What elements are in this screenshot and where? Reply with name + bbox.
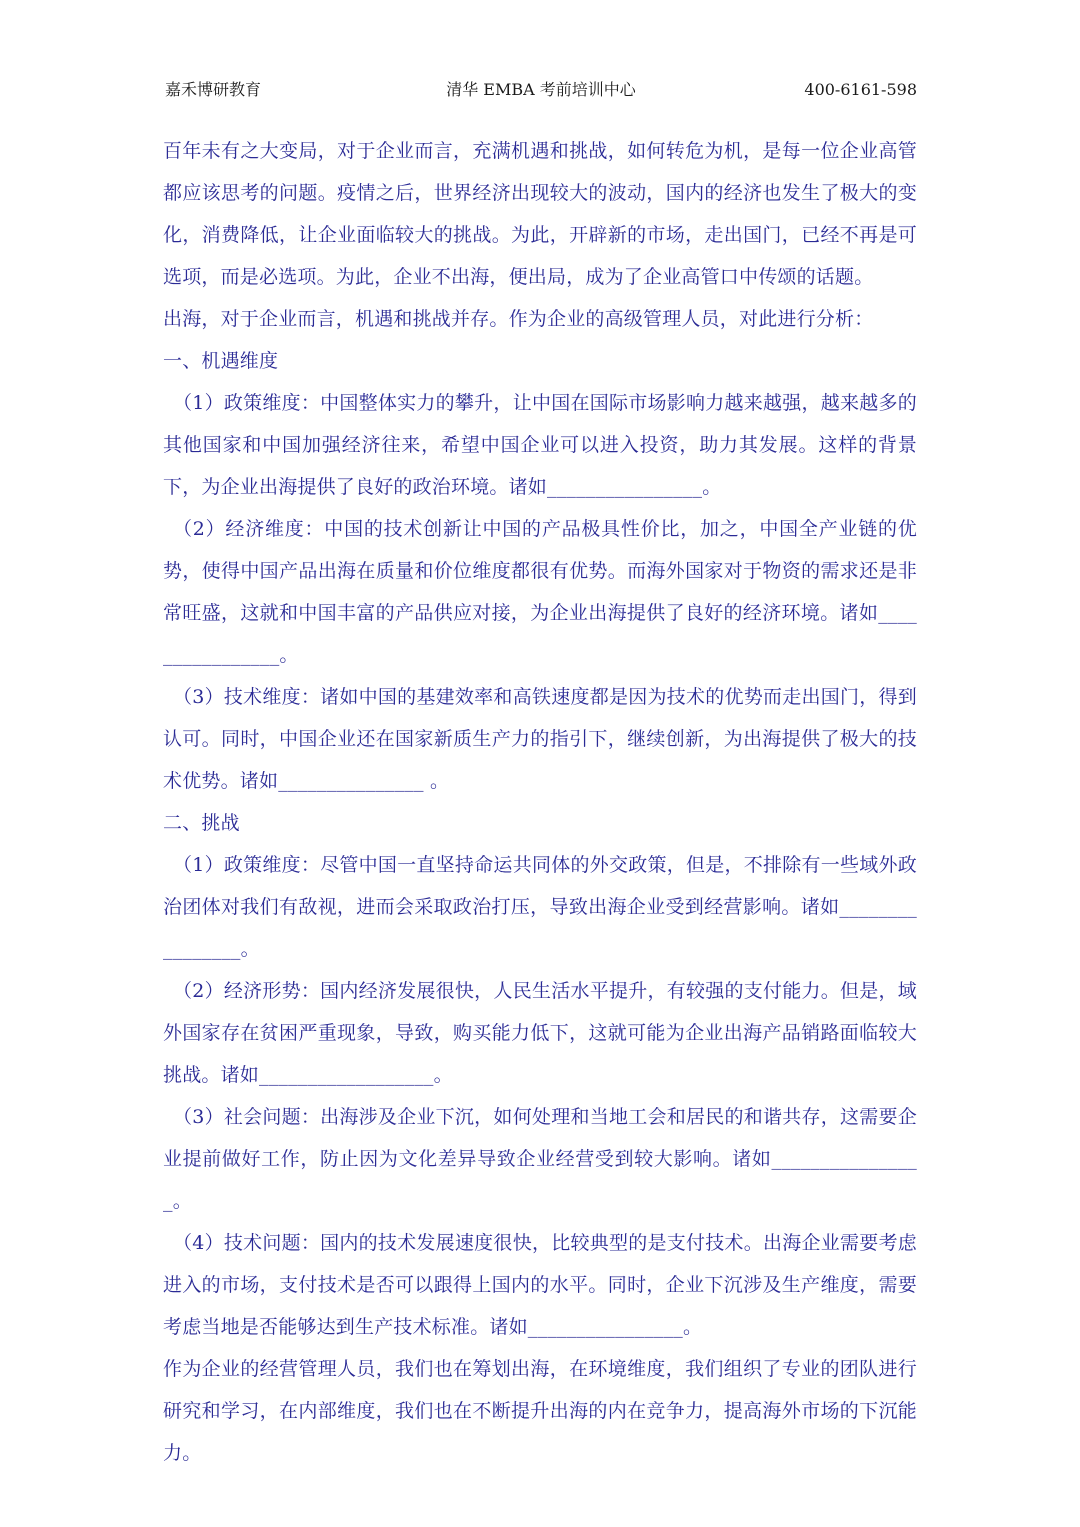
closing-paragraph: 作为企业的经营管理人员，我们也在筹划出海，在环境维度，我们组织了专业的团队进行研究和学习，在内部维度，我们也在不断提升出海的内在竞争力，提高海外市场的下沉能力。 — [163, 1358, 917, 1464]
challenge-economy: （2）经济形势：国内经济发展很快，人民生活水平提升，有较强的支付能力。但是，域外国家存在贫困严重现象，导致，购买能力低下，这就可能为企业出海产品销路面临较大挑战。诸如__________________。 — [163, 980, 917, 1086]
intro-paragraph: 百年未有之大变局，对于企业而言，充满机遇和挑战，如何转危为机，是每一位企业高管都应该思考的问题。疫情之后，世界经济出现较大的波动，国内的经济也发生了极大的变化，消费降低，让企业面临较大的挑战。为此，开辟新的市场，走出国门，已经不再是可选项，而是必选项。为此，企业不出海，便出局，成为了企业高管口中传颂的话题。 — [163, 140, 917, 288]
header-center-title: 清华 EMBA 考前培训中心 — [446, 80, 636, 99]
challenge-society: （3）社会问题：出海涉及企业下沉，如何处理和当地工会和居民的和谐共存，这需要企业提前做好工作，防止因为文化差异导致企业经营受到较大影响。诸如________________。 — [163, 1106, 917, 1212]
lead-paragraph: 出海，对于企业而言，机遇和挑战并存。作为企业的高级管理人员，对此进行分析： — [163, 308, 874, 330]
challenge-technology: （4）技术问题：国内的技术发展速度很快，比较典型的是支付技术。出海企业需要考虑进入的市场，支付技术是否可以跟得上国内的水平。同时，企业下沉涉及生产维度，需要考虑当地是否能够达到生产技术标准。诸如________________。 — [163, 1232, 917, 1338]
section-title-challenges: 二、挑战 — [163, 812, 240, 834]
opportunity-technology: （3）技术维度：诸如中国的基建效率和高铁速度都是因为技术的优势而走出国门，得到认可。同时，中国企业还在国家新质生产力的指引下，继续创新，为出海提供了极大的技术优势。诸如_______________ 。 — [163, 686, 917, 792]
header-phone: 400-6161-598 — [804, 80, 917, 99]
opportunity-economy: （2）经济维度：中国的技术创新让中国的产品极具性价比，加之，中国全产业链的优势，使得中国产品出海在质量和价位维度都很有优势。而海外国家对于物资的需求还是非常旺盛，这就和中国丰富的产品供应对接，为企业出海提供了良好的经济环境。诸如________________。 — [163, 518, 917, 666]
opportunity-policy: （1）政策维度：中国整体实力的攀升，让中国在国际市场影响力越来越强，越来越多的其他国家和中国加强经济往来，希望中国企业可以进入投资，助力其发展。这样的背景下，为企业出海提供了良好的政治环境。诸如________________。 — [163, 392, 917, 498]
page-header — [165, 78, 917, 102]
header-org-name: 嘉禾博研教育 — [165, 80, 262, 99]
document-body — [163, 130, 917, 1474]
challenge-policy: （1）政策维度：尽管中国一直坚持命运共同体的外交政策，但是，不排除有一些域外政治团体对我们有敌视，进而会采取政治打压，导致出海企业受到经营影响。诸如________________。 — [163, 854, 917, 960]
section-title-opportunities: 一、机遇维度 — [163, 350, 279, 372]
